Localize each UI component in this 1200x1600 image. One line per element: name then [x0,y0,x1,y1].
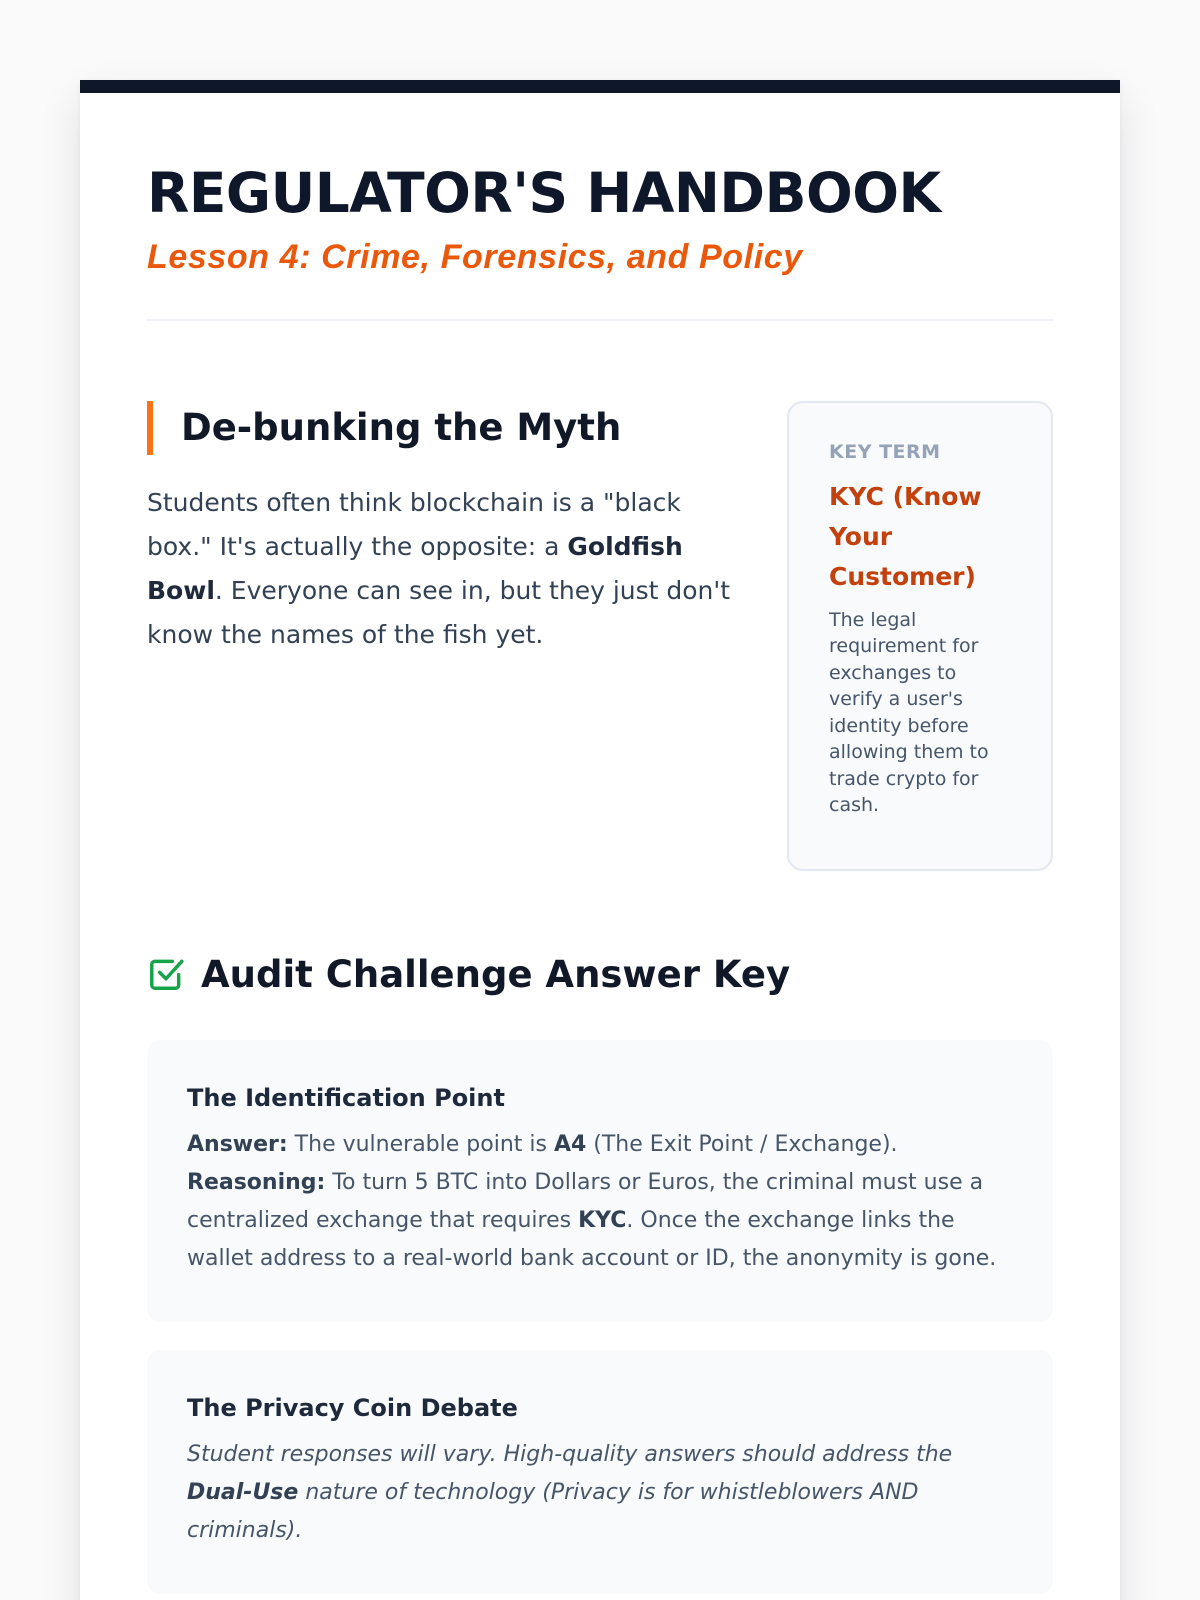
answer-key-heading-text: Audit Challenge Answer Key [201,952,791,996]
card-body [187,1126,1013,1278]
key-term-definition: The legal requirement for exchanges to verify a user's identity before allowing them to trade crypto for cash. [829,608,989,816]
reasoning-text-2: . Once the exchange links the wallet address to a real-world bank account or ID, the anonymity is gone. [187,1207,997,1271]
privacy-text-1: Student responses will vary. High-quality answers should address the [187,1441,953,1467]
myth-text-part-2: . Everyone can see in, but they just don't know the names of the fish yet. [147,575,731,649]
lesson-subtitle: Lesson 4: Crime, Forensics, and Policy [147,237,803,276]
myth-section [147,401,747,657]
answer-key-heading [147,953,1053,996]
answer-bold: A4 [553,1131,587,1157]
key-term-label: KEY TERM [829,440,941,463]
checkbox-check-icon [147,955,185,993]
card-title: The Identification Point [187,1083,505,1112]
key-term-title: KYC (Know Your Customer) [829,481,982,591]
key-term-card [787,401,1053,871]
handbook-page [80,80,1120,1600]
answer-card-identification [147,1040,1053,1322]
myth-text-bold: Goldfish Bowl [147,531,683,605]
myth-text-part-1: Students often think blockchain is a "black box." It's actually the opposite: a [147,487,681,561]
privacy-bold: Dual-Use [187,1479,299,1505]
card-body [187,1436,1013,1550]
reasoning-label: Reasoning: [187,1169,326,1195]
answer-card-privacy [147,1350,1053,1594]
myth-text [147,481,747,657]
intro-section [147,401,1053,871]
divider [147,319,1053,321]
myth-heading: De-bunking the Myth [147,401,747,455]
reasoning-bold: KYC [578,1207,627,1233]
answer-label: Answer: [187,1131,288,1157]
answer-text-1: The vulnerable point is [287,1131,554,1157]
answer-text-2: (The Exit Point / Exchange). [586,1131,898,1157]
reasoning-text-1: To turn 5 BTC into Dollars or Euros, the criminal must use a centralized exchange that requires [187,1169,984,1233]
card-title: The Privacy Coin Debate [187,1393,518,1422]
page-title: REGULATOR'S HANDBOOK [147,161,941,225]
privacy-text-2: nature of technology (Privacy is for whistleblowers AND criminals). [187,1479,919,1543]
